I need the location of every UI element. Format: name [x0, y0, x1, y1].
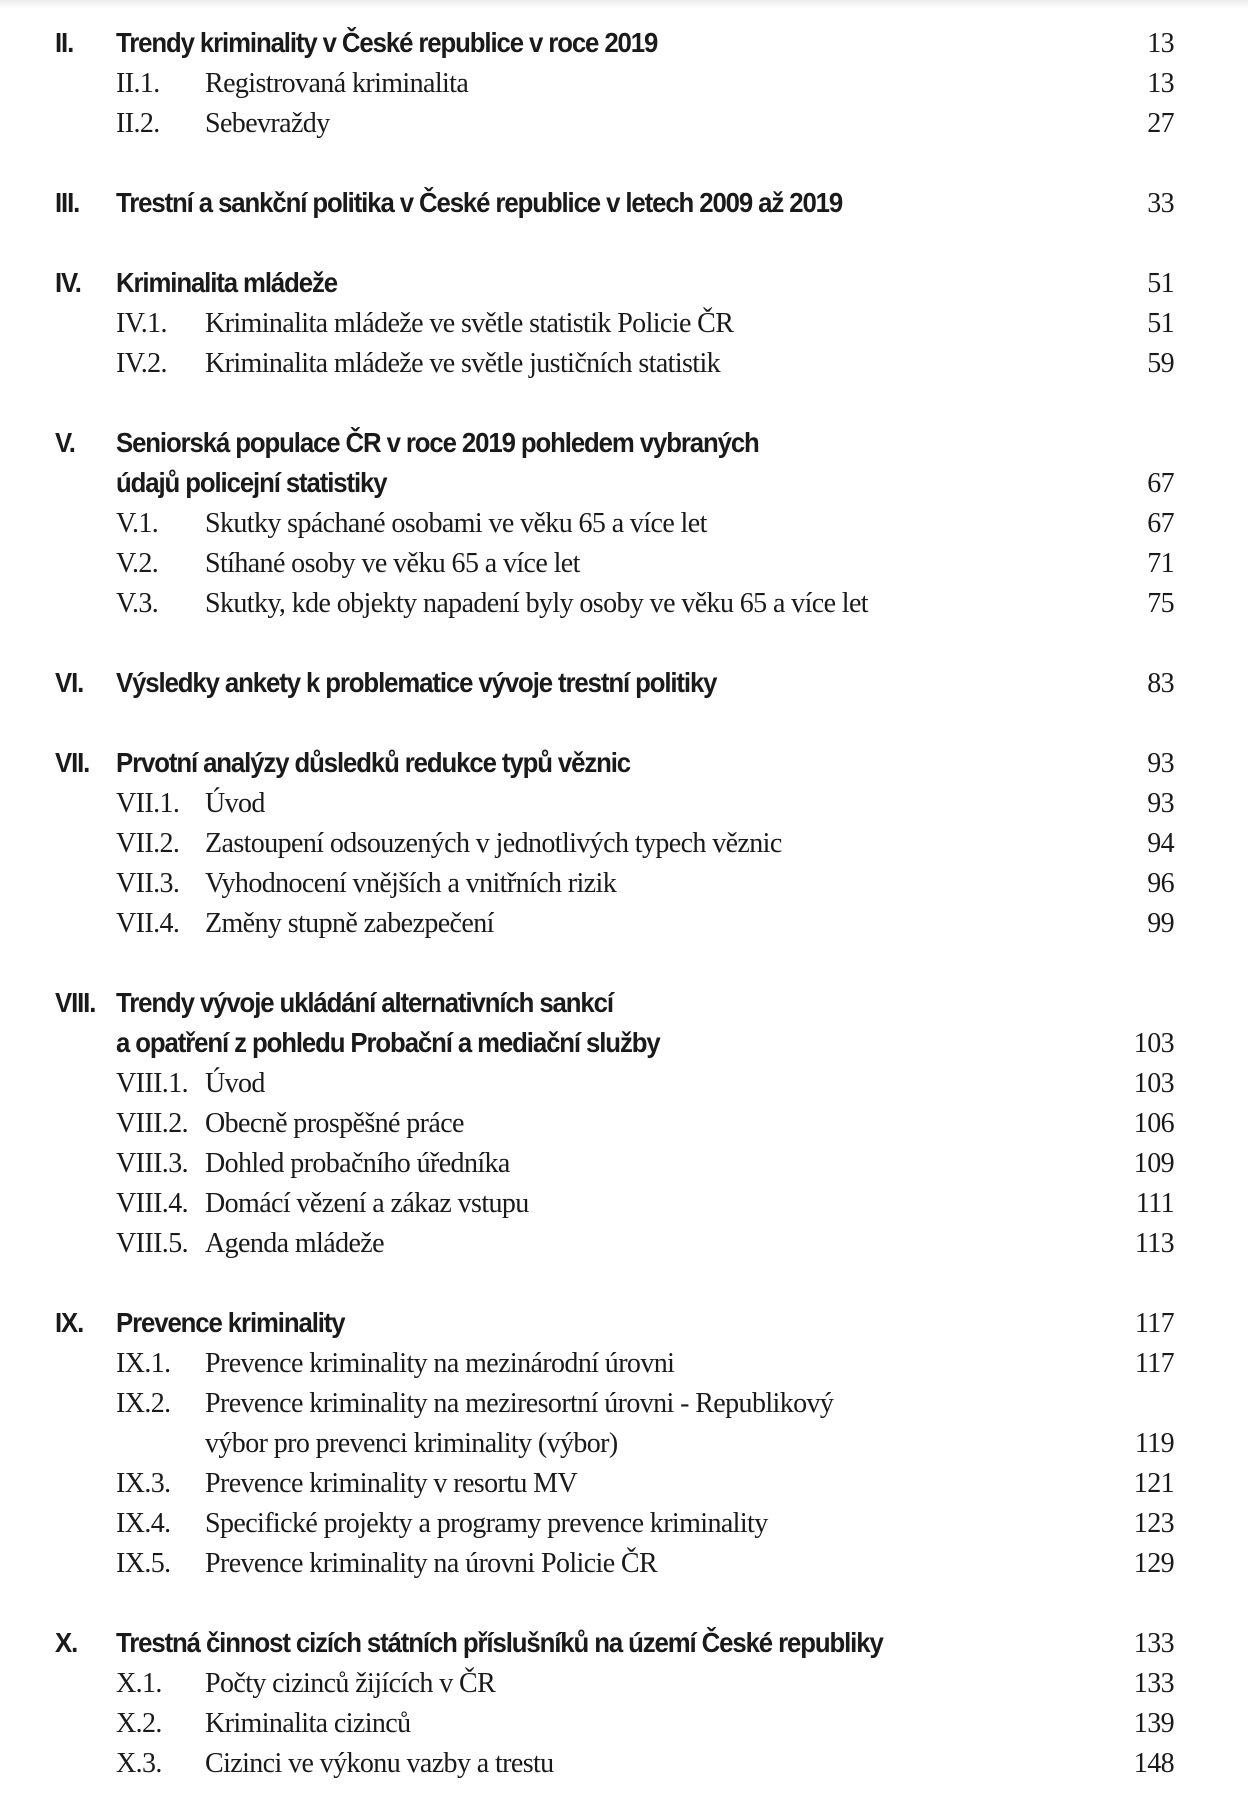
- toc-section[interactable]: [0, 543, 1248, 583]
- toc-number: IX.1.: [116, 1348, 171, 1379]
- toc-number: II.1.: [116, 68, 160, 99]
- toc-number: IV.: [55, 267, 81, 298]
- toc-number: IX.4.: [116, 1508, 171, 1539]
- toc-section[interactable]: [0, 783, 1248, 823]
- toc-number: VII.3.: [116, 868, 180, 899]
- toc-title: Počty cizinců žijících v ČR: [205, 1668, 496, 1699]
- toc-page-number: 117: [1134, 1348, 1174, 1379]
- toc-chapter[interactable]: [0, 183, 1248, 223]
- toc-title: Skutky spáchané osobami ve věku 65 a více let: [205, 508, 707, 539]
- toc-section[interactable]: [0, 1663, 1248, 1703]
- toc-page-number: 148: [1133, 1748, 1174, 1779]
- toc-title: Úvod: [205, 788, 265, 819]
- toc-section[interactable]: [0, 1143, 1248, 1183]
- toc-title: Agenda mládeže: [205, 1228, 384, 1259]
- toc-page-number: 99: [1147, 908, 1174, 939]
- toc-section[interactable]: [0, 1383, 1248, 1423]
- toc-page-number: 59: [1147, 348, 1174, 379]
- toc-page-number: 111: [1135, 1188, 1174, 1219]
- toc-number: III.: [55, 187, 80, 218]
- toc-page-number: 121: [1133, 1468, 1174, 1499]
- toc-title: Sebevraždy: [205, 108, 330, 139]
- toc-number: V.3.: [116, 588, 159, 619]
- toc-section[interactable]: [0, 303, 1248, 343]
- toc-page-number: 117: [1134, 1308, 1174, 1339]
- toc-title: Trestná činnost cizích státních příslušníků na území České republiky: [116, 1627, 883, 1658]
- toc-title: Obecně prospěšné práce: [205, 1108, 464, 1139]
- toc-title: Stíhané osoby ve věku 65 a více let: [205, 548, 580, 579]
- toc-chapter[interactable]: [0, 263, 1248, 303]
- toc-section[interactable]: [0, 863, 1248, 903]
- toc-page-number: 51: [1147, 308, 1174, 339]
- toc-number: X.3.: [116, 1748, 162, 1779]
- toc-section[interactable]: [0, 1063, 1248, 1103]
- toc-number: VI.: [55, 667, 84, 698]
- toc-title: údajů policejní statistiky: [116, 467, 387, 498]
- toc-page-number: 27: [1147, 108, 1174, 139]
- toc-number: X.2.: [116, 1708, 162, 1739]
- toc-title: Úvod: [205, 1068, 265, 1099]
- toc-chapter[interactable]: [0, 1623, 1248, 1663]
- toc-number: X.: [55, 1627, 78, 1658]
- toc-section[interactable]: [0, 903, 1248, 943]
- toc-page-number: 67: [1147, 508, 1174, 539]
- toc-title: Registrovaná kriminalita: [205, 68, 469, 99]
- toc-title: Trendy vývoje ukládání alternativních sankcí: [116, 987, 613, 1018]
- toc-section[interactable]: [0, 1703, 1248, 1743]
- toc-page-number: 106: [1133, 1108, 1174, 1139]
- toc-number: IV.1.: [116, 308, 167, 339]
- toc-page-number: 119: [1134, 1428, 1174, 1459]
- toc-number: II.2.: [116, 108, 160, 139]
- toc-title: Dohled probačního úředníka: [205, 1148, 510, 1179]
- toc-title: Kriminalita mládeže ve světle justičních statistik: [205, 348, 721, 379]
- toc-page-number: 129: [1133, 1548, 1174, 1579]
- toc-page-number: 13: [1147, 68, 1174, 99]
- toc-number: X.1.: [116, 1668, 162, 1699]
- toc-title: Změny stupně zabezpečení: [205, 908, 494, 939]
- toc-number: IV.2.: [116, 348, 167, 379]
- toc-title: výbor pro prevenci kriminality (výbor): [205, 1428, 618, 1459]
- toc-number: VIII.4.: [116, 1188, 188, 1219]
- toc-section[interactable]: [0, 63, 1248, 103]
- toc-title: Cizinci ve výkonu vazby a trestu: [205, 1748, 554, 1779]
- toc-page-number: 113: [1134, 1228, 1174, 1259]
- toc-page-number: 123: [1133, 1508, 1174, 1539]
- toc-page-number: 13: [1147, 28, 1174, 59]
- toc-section[interactable]: [0, 1223, 1248, 1263]
- toc-section[interactable]: [0, 1183, 1248, 1223]
- toc-title: Trestní a sankční politika v České republice v letech 2009 až 2019: [116, 187, 843, 218]
- toc-chapter[interactable]: [0, 423, 1248, 463]
- toc-number: IX.3.: [116, 1468, 171, 1499]
- toc-section-continuation[interactable]: [0, 1423, 1248, 1463]
- toc-title: Prevence kriminality: [116, 1307, 345, 1338]
- toc-title: Prevence kriminality na meziresortní úrovni - Republikový: [205, 1388, 834, 1419]
- toc-section[interactable]: [0, 503, 1248, 543]
- toc-section[interactable]: [0, 1343, 1248, 1383]
- toc-section[interactable]: [0, 103, 1248, 143]
- toc-page-number: 133: [1133, 1668, 1174, 1699]
- toc-title: Seniorská populace ČR v roce 2019 pohledem vybraných: [116, 427, 759, 458]
- toc-chapter[interactable]: [0, 1303, 1248, 1343]
- toc-page-number: 139: [1133, 1708, 1174, 1739]
- toc-section[interactable]: [0, 1463, 1248, 1503]
- toc-section[interactable]: [0, 343, 1248, 383]
- toc-title: Trendy kriminality v České republice v roce 2019: [116, 27, 658, 58]
- toc-number: IX.2.: [116, 1388, 171, 1419]
- toc-title: Kriminalita mládeže ve světle statistik Policie ČR: [205, 308, 734, 339]
- toc-page-number: 33: [1147, 188, 1174, 219]
- toc-page-number: 83: [1147, 668, 1174, 699]
- toc-number: VIII.2.: [116, 1108, 188, 1139]
- toc-number: IX.5.: [116, 1548, 171, 1579]
- toc-section[interactable]: [0, 1743, 1248, 1783]
- toc-number: VII.: [55, 747, 90, 778]
- toc-chapter[interactable]: [0, 23, 1248, 63]
- toc-title: Prevence kriminality na mezinárodní úrovni: [205, 1348, 675, 1379]
- page-top-edge: [0, 0, 1248, 8]
- toc-page-number: 75: [1147, 588, 1174, 619]
- toc-page-number: 103: [1133, 1028, 1174, 1059]
- toc-page-number: 93: [1147, 788, 1174, 819]
- toc-chapter[interactable]: [0, 663, 1248, 703]
- toc-title: Vyhodnocení vnějších a vnitřních rizik: [205, 868, 617, 899]
- toc-number: II.: [55, 27, 74, 58]
- toc-chapter[interactable]: [0, 983, 1248, 1023]
- toc-page-number: 71: [1147, 548, 1174, 579]
- toc-chapter-continuation[interactable]: [0, 463, 1248, 503]
- toc-number: VIII.: [55, 987, 96, 1018]
- toc-title: Zastoupení odsouzených v jednotlivých typech věznic: [205, 828, 782, 859]
- toc-title: Specifické projekty a programy prevence kriminality: [205, 1508, 768, 1539]
- toc-section[interactable]: [0, 1103, 1248, 1143]
- toc-number: VIII.5.: [116, 1228, 188, 1259]
- toc-page-number: 93: [1147, 748, 1174, 779]
- toc-title: Kriminalita mládeže: [116, 267, 337, 298]
- toc-title: Prevence kriminality na úrovni Policie ČR: [205, 1548, 658, 1579]
- toc-page-number: 133: [1133, 1628, 1174, 1659]
- toc-number: VII.4.: [116, 908, 180, 939]
- toc-title: Prevence kriminality v resortu MV: [205, 1468, 578, 1499]
- toc-number: VIII.3.: [116, 1148, 188, 1179]
- toc-number: IX.: [55, 1307, 84, 1338]
- toc-section[interactable]: [0, 1503, 1248, 1543]
- toc-chapter-continuation[interactable]: [0, 1023, 1248, 1063]
- toc-title: a opatření z pohledu Probační a mediační služby: [116, 1027, 660, 1058]
- toc-page-number: 94: [1147, 828, 1174, 859]
- toc-page-number: 51: [1147, 268, 1174, 299]
- toc-title: Domácí vězení a zákaz vstupu: [205, 1188, 529, 1219]
- toc-number: V.: [55, 427, 75, 458]
- toc-title: Kriminalita cizinců: [205, 1708, 411, 1739]
- toc-number: V.2.: [116, 548, 159, 579]
- toc-title: Skutky, kde objekty napadení byly osoby ve věku 65 a více let: [205, 588, 868, 619]
- toc-section[interactable]: [0, 583, 1248, 623]
- toc-title: Prvotní analýzy důsledků redukce typů věznic: [116, 747, 631, 778]
- toc-section[interactable]: [0, 1543, 1248, 1583]
- toc-number: V.1.: [116, 508, 159, 539]
- toc-number: VIII.1.: [116, 1068, 188, 1099]
- toc-page-number: 96: [1147, 868, 1174, 899]
- toc-page-number: 103: [1133, 1068, 1174, 1099]
- toc-page-number: 67: [1147, 468, 1174, 499]
- toc-number: VII.1.: [116, 788, 180, 819]
- toc-number: VII.2.: [116, 828, 180, 859]
- toc-title: Výsledky ankety k problematice vývoje trestní politiky: [116, 667, 717, 698]
- toc-chapter[interactable]: [0, 743, 1248, 783]
- toc-section[interactable]: [0, 823, 1248, 863]
- toc-page-number: 109: [1133, 1148, 1174, 1179]
